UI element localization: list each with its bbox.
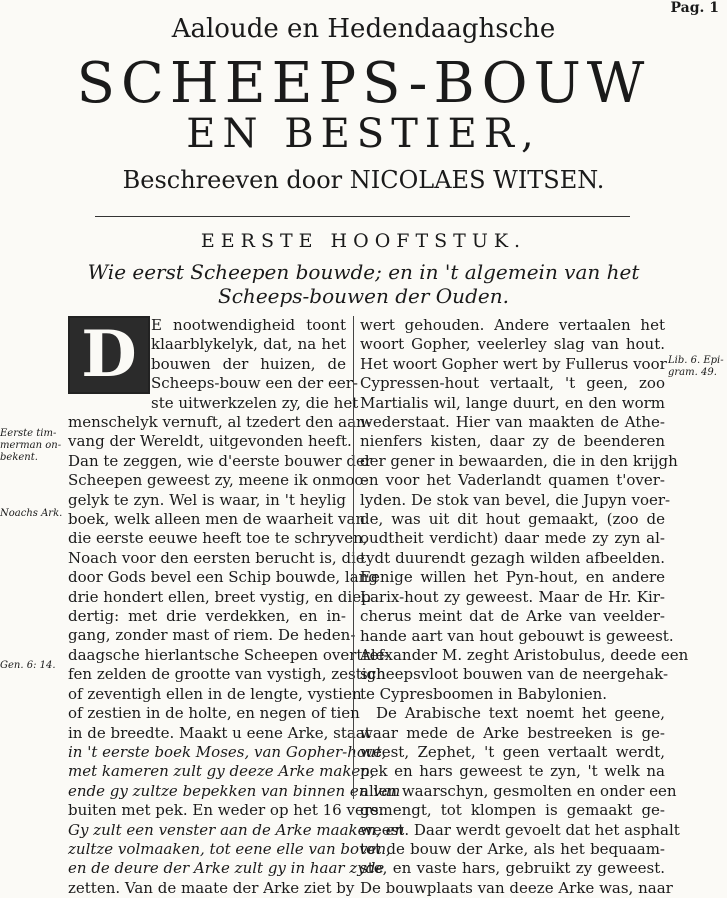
text-line: Alexander M. zeght Aristobulus, deede een xyxy=(360,645,689,664)
left-column-indented xyxy=(151,316,359,413)
page-number: Pag. 1 xyxy=(670,0,719,16)
text-line: dertig: met drie verdekken, en in- xyxy=(68,607,346,626)
drop-cap xyxy=(68,316,150,394)
text-line: lyden. De stok van bevel, die Jupyn voer- xyxy=(360,490,671,509)
text-line: door Gods bevel een Schip bouwde, lang xyxy=(68,568,378,587)
text-line: tot de bouw der Arke, als het bequaam- xyxy=(360,839,665,858)
text-line: menschelyk vernuft, al tzedert den aan- xyxy=(68,413,371,431)
margin-note-carpenter: Eerste tim- merman on- bekent. xyxy=(0,428,62,463)
text-line: te Cypresboomen in Babylonien. xyxy=(360,684,608,703)
text-line: met kameren zult gy deeze Arke maken, xyxy=(68,762,375,781)
text-line: daagsche hierlantsche Scheepen overtref- xyxy=(68,645,389,664)
column-divider xyxy=(353,316,354,799)
text-line: bouwen der huizen, de xyxy=(151,354,346,373)
text-line: scheepsvloot bouwen van de neergehak- xyxy=(360,665,669,684)
title-rule xyxy=(95,216,630,217)
title-line-1: Aaloude en Hedendaaghsche xyxy=(171,14,556,44)
text-line: waar mede de Arke bestreeken is ge- xyxy=(360,723,665,742)
left-column-text xyxy=(68,413,405,898)
text-line: Larix-hout zy geweest. Maar de Hr. Kir- xyxy=(360,587,665,606)
text-line: De Arabische text noemt het geene, xyxy=(376,704,665,723)
right-column-text xyxy=(360,316,689,898)
text-line: wert gehouden. Andere vertaalen het xyxy=(360,316,665,334)
text-line: Gy zult een venster aan de Arke maaken, en xyxy=(68,820,405,839)
text-line: Scheepen geweest zy, meene ik onmoo- xyxy=(68,471,369,490)
margin-note-genesis: Gen. 6: 14. xyxy=(0,660,56,671)
drop-cap-letter: D xyxy=(81,317,137,392)
text-line: weest, Zephet, 't geen vertaalt werdt, xyxy=(360,742,665,761)
text-line: woort Gopher, veelerley slag van hout. xyxy=(360,335,665,354)
text-line: zetten. Van de maate der Arke ziet by xyxy=(68,878,355,897)
subtitle-line-1: Wie eerst Scheepen bouwde; en in 't algemein van het xyxy=(87,260,640,284)
text-line: boek, welk alleen men de waarheit van xyxy=(68,510,366,529)
subtitle-line-2: Scheeps-bouwen der Ouden. xyxy=(218,284,509,308)
margin-note-noah-ark: Noachs Ark. xyxy=(0,508,63,519)
text-line: cherus meint dat de Arke van veelder- xyxy=(360,607,665,626)
text-line: ste, en vaste hars, gebruikt zy geweest. xyxy=(360,859,665,878)
text-line: en de deure der Arke zult gy in haar zyde xyxy=(68,859,385,878)
title-line-3: EN BESTIER, xyxy=(186,111,541,157)
text-line: gang, zonder mast of riem. De heden- xyxy=(68,626,356,645)
text-line: De bouwplaats van deeze Arke was, naar xyxy=(360,878,673,897)
text-line: vang der Wereldt, uitgevonden heeft. xyxy=(68,432,352,451)
text-line: en voor het Vaderlandt quamen t'over- xyxy=(360,471,665,490)
text-line: zultze volmaaken, tot eene elle van boven, xyxy=(68,839,391,858)
text-line: Noach voor den eersten berucht is, die xyxy=(68,548,365,567)
text-line: gemengt, tot klompen is gemaakt ge- xyxy=(360,801,665,820)
text-line: allen waarschyn, gesmolten en onder een xyxy=(360,781,677,800)
text-line: fen zelden de grootte van vystigh, zestigh xyxy=(68,665,386,684)
text-line: buiten met pek. En weder op het 16 vers: xyxy=(68,801,384,820)
text-line: tydt duurendt gezagh wilden afbeelden. xyxy=(360,548,665,567)
text-line: de, was uit dit hout gemaakt, (zoo de xyxy=(360,510,665,529)
text-line: klaarblykelyk, dat, na het xyxy=(151,335,346,354)
text-line: Het woort Gopher wert by Fullerus voor xyxy=(360,354,667,373)
text-line: drie hondert ellen, breet vystig, en diep xyxy=(68,587,371,606)
text-line: der gener in bewaarden, die in den krijgh xyxy=(360,451,678,470)
title-line-2: SCHEEPS-BOUW xyxy=(76,51,651,116)
text-line: Eenige willen het Pyn-hout, en andere xyxy=(360,568,665,587)
text-line: weest. Daar werdt gevoelt dat het asphalt xyxy=(360,820,680,839)
text-line: ende gy zultze bepekken van binnen en van xyxy=(68,781,401,800)
text-line: in de breedte. Maakt u eene Arke, staat xyxy=(68,723,371,742)
text-line: of zeventigh ellen in de lengte, vystien xyxy=(68,684,362,703)
text-line: of zestien in de holte, en negen of tien xyxy=(68,704,360,723)
text-line: E nootwendigheid toont xyxy=(151,316,346,334)
author-line: Beschreeven door NICOLAES WITSEN. xyxy=(122,166,605,194)
text-line: Dan te zeggen, wie d'eerste bouwer der xyxy=(68,451,373,470)
text-line: die eerste eeuwe heeft toe te schryven, xyxy=(68,529,368,548)
margin-note-martialis: Lib. 6. Epi- gram. 49. xyxy=(668,355,724,378)
text-line: in 't eerste boek Moses, van Gopher-hout, xyxy=(68,742,387,761)
text-line: oudtheit verdicht) daar mede zy zyn al- xyxy=(360,529,665,548)
text-line: Martialis wil, lange duurt, en den worm xyxy=(360,393,665,412)
text-line: nienfers kisten, daar zy de beenderen xyxy=(360,432,665,451)
chapter-heading: EERSTE HOOFTSTUK. xyxy=(200,230,527,252)
text-line: ste uitwerkzelen zy, die het xyxy=(151,393,359,412)
text-line: gelyk te zyn. Wel is waar, in 't heylig xyxy=(68,490,346,509)
text-line: pek en hars geweest te zyn, 't welk na xyxy=(360,762,665,781)
text-line: wederstaat. Hier van maakten de Athe- xyxy=(360,413,665,432)
text-line: hande aart van hout gebouwt is geweest. xyxy=(360,626,674,645)
text-line: Scheeps-bouw een der eer- xyxy=(151,374,358,393)
text-line: Cypressen-hout vertaalt, 't geen, zoo xyxy=(360,374,665,393)
